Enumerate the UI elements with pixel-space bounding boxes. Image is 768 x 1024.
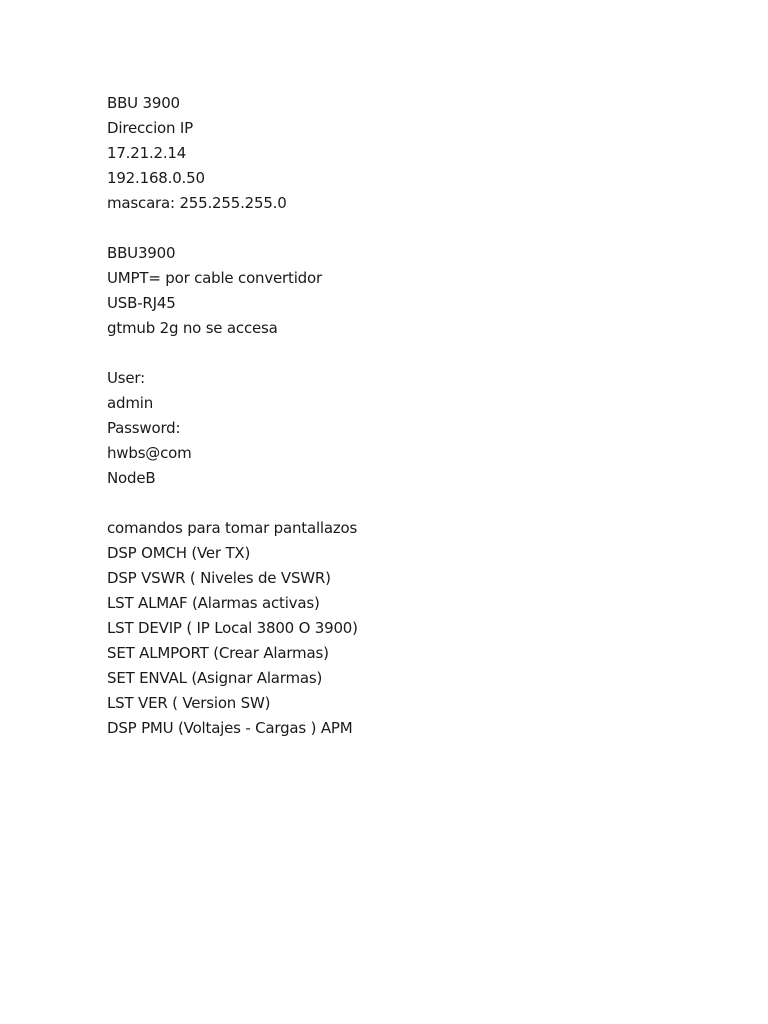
section-commands	[107, 516, 707, 741]
section-umpt	[107, 241, 707, 341]
text-line: DSP VSWR ( Niveles de VSWR)	[107, 569, 331, 587]
section-bbu-ip	[107, 91, 707, 216]
text-line: admin	[107, 394, 153, 412]
text-line: gtmub 2g no se accesa	[107, 319, 278, 337]
text-line: 192.168.0.50	[107, 169, 205, 187]
text-line: LST VER ( Version SW)	[107, 694, 271, 712]
text-line: comandos para tomar pantallazos	[107, 519, 358, 537]
text-line: SET ENVAL (Asignar Alarmas)	[107, 669, 323, 687]
text-line: BBU3900	[107, 244, 176, 262]
text-line: UMPT= por cable convertidor	[107, 269, 322, 287]
text-line: NodeB	[107, 469, 156, 487]
text-line: BBU 3900	[107, 94, 180, 112]
blank-line	[107, 491, 707, 516]
text-line: Direccion IP	[107, 119, 193, 137]
text-line: mascara: 255.255.255.0	[107, 194, 287, 212]
text-line: LST DEVIP ( IP Local 3800 O 3900)	[107, 619, 358, 637]
text-line: DSP PMU (Voltajes - Cargas ) APM	[107, 719, 353, 737]
text-line: User:	[107, 369, 145, 387]
text-line: Password:	[107, 419, 181, 437]
section-login	[107, 366, 707, 491]
text-line: LST ALMAF (Alarmas activas)	[107, 594, 320, 612]
text-line: SET ALMPORT (Crear Alarmas)	[107, 644, 329, 662]
text-line: USB-RJ45	[107, 294, 176, 312]
text-line: hwbs@com	[107, 444, 192, 462]
text-line: DSP OMCH (Ver TX)	[107, 544, 251, 562]
blank-line	[107, 341, 707, 366]
blank-line	[107, 216, 707, 241]
notes-document	[107, 91, 707, 741]
text-line: 17.21.2.14	[107, 144, 187, 162]
